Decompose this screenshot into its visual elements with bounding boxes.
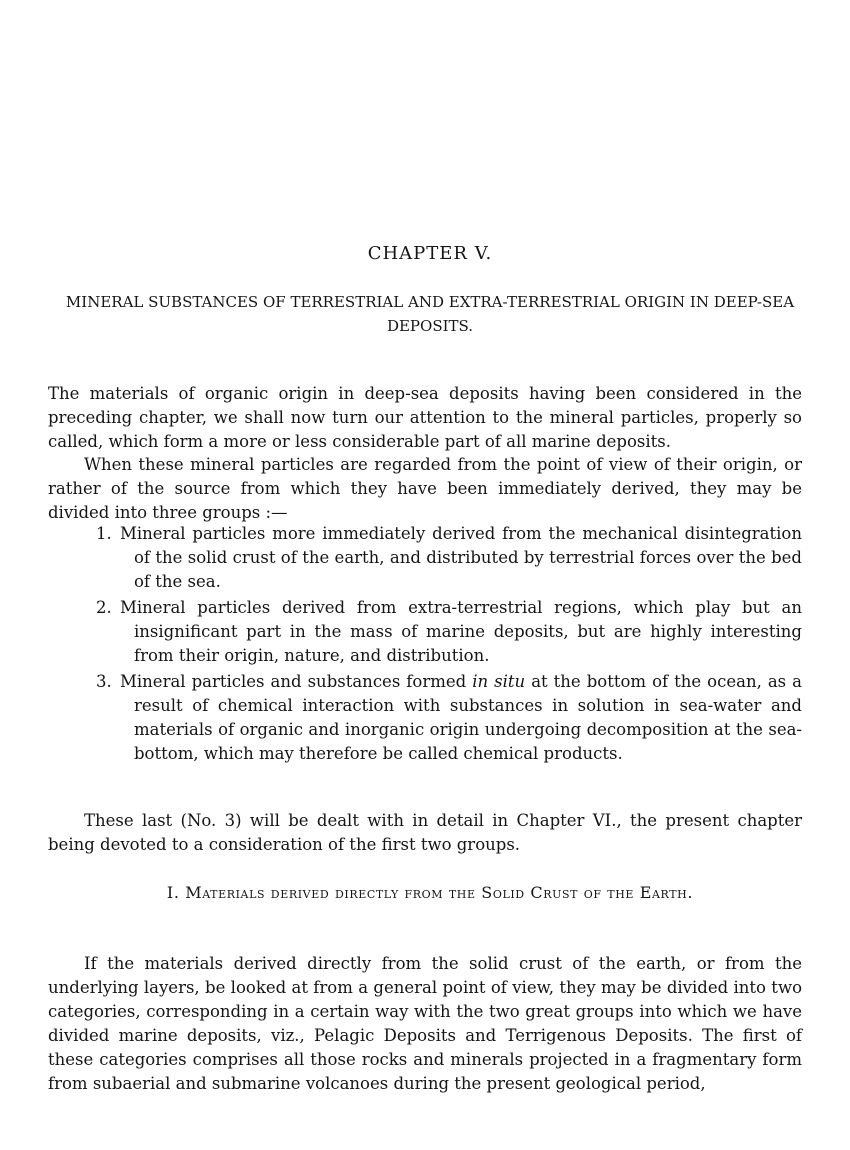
- summary-paragraph: These last (No. 3) will be dealt with in detail in Chapter VI., the present chapter being devoted to a consideration of the first two groups.: [48, 810, 802, 854]
- section-paragraph: If the materials derived directly from the solid crust of the earth, or from the underlying layers, be looked at from a general point of view, they may be divided into two categories, corresponding in a certain way with the two great groups into which we have divided marine deposits, viz., Pelagic Deposits and Terrigenous Deposits. The first of these categories comprises all those rocks and minerals projected in a fragmentary form from subaerial and submarine volcanoes during the present geological period,: [48, 953, 802, 1093]
- list-item-number: 1.: [96, 524, 112, 543]
- groups-list: [0, 522, 850, 768]
- intro-paragraph-1: The materials of organic origin in deep-sea deposits having been considered in the preceding chapter, we shall now turn our attention to the mineral particles, properly so called, which form a more or less considerable part of all marine deposits.: [48, 383, 802, 451]
- list-item-first-line: Mineral particles derived from extra-terrestrial regions, which play but an: [120, 598, 802, 617]
- list-item-text: at the bottom of the ocean, as a: [525, 672, 803, 691]
- italic-term: in situ: [472, 672, 526, 691]
- list-item-first-line: [120, 672, 802, 691]
- list-item: [0, 596, 850, 668]
- list-item-number: 3.: [96, 672, 112, 691]
- list-item-text: Mineral particles and substances formed: [120, 672, 473, 691]
- chapter-heading: MINERAL SUBSTANCES OF TERRESTRIAL AND EXTRA-TERRESTRIAL ORIGIN IN DEEP-SEA DEPOSITS.: [65, 293, 795, 335]
- intro-paragraph-2: When these mineral particles are regarded from the point of view of their origin, or rather of the source from which they have been immediately derived, they may be divided into three groups :—: [48, 454, 802, 522]
- chapter-title: CHAPTER V.: [367, 243, 493, 264]
- list-item: [0, 670, 850, 766]
- section-heading: I. Materials derived directly from the Solid Crust of the Earth.: [166, 883, 694, 902]
- list-item: [0, 522, 850, 594]
- list-item-continuation: result of chemical interaction with substances in solution in sea-water and materials of organic and inorganic origin undergoing decomposition at the sea-bottom, which may therefore be called chemical products.: [134, 696, 802, 763]
- list-item-continuation: of the solid crust of the earth, and distributed by terrestrial forces over the bed of the sea.: [134, 548, 802, 591]
- list-item-continuation: insignificant part in the mass of marine deposits, but are highly interesting from their origin, nature, and distribution.: [134, 622, 802, 665]
- list-item-first-line: Mineral particles more immediately derived from the mechanical disintegration: [120, 524, 802, 543]
- list-item-number: 2.: [96, 598, 112, 617]
